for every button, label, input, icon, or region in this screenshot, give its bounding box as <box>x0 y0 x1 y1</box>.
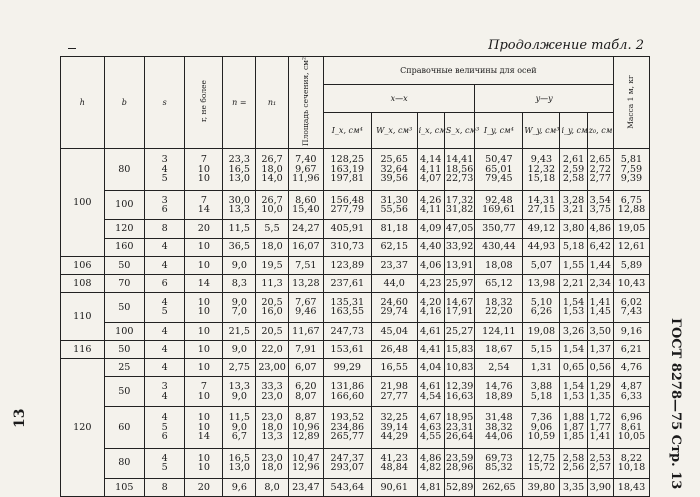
cell-value: 1,54 1,53 <box>560 377 587 407</box>
table-row <box>61 256 650 274</box>
cell-value: 131,86 166,60 <box>323 377 371 407</box>
table-row <box>61 478 650 496</box>
cell-value: 62,15 <box>371 238 417 256</box>
cell-value: 2,58 2,56 <box>560 448 587 478</box>
cell-value: 5,10 6,26 <box>523 293 560 323</box>
cell-value: 32,25 39,14 44,29 <box>371 407 417 449</box>
cell-value: 4,40 <box>417 238 444 256</box>
cell-value: 19,5 <box>256 256 289 274</box>
cell-value: 543,64 <box>323 478 371 496</box>
cell-value: 24,27 <box>288 220 323 238</box>
cell-value: 20,5 16,0 <box>256 293 289 323</box>
cell-value: 4,81 <box>417 478 444 496</box>
cell-value: 25,27 <box>444 322 475 340</box>
header-ix-radius: i_x, см <box>417 112 444 148</box>
cell-h: 120 <box>61 359 105 497</box>
cell-value: 23,47 <box>288 478 323 496</box>
cell-value: 9,6 <box>223 478 256 496</box>
cell-value: 5,89 <box>613 256 649 274</box>
cell-value: 25,97 <box>444 274 475 292</box>
cell-value: 5,15 <box>523 341 560 359</box>
cell-value: 237,61 <box>323 274 371 292</box>
cell-value: 193,52 234,86 265,77 <box>323 407 371 449</box>
cell-value: 11,67 <box>288 322 323 340</box>
cell-value: 156,48 277,79 <box>323 190 371 220</box>
cell-value: 26,7 10,0 <box>256 190 289 220</box>
cell-value: 12,75 15,72 <box>523 448 560 478</box>
cell-h: 110 <box>61 293 105 341</box>
cell-value: 9,0 <box>223 341 256 359</box>
cell-value: 4,20 4,16 <box>417 293 444 323</box>
cell-value: 2,54 <box>475 359 523 377</box>
cell-value: 11,3 <box>256 274 289 292</box>
cell-value: 4 <box>144 359 184 377</box>
cell-value: 4 5 <box>144 448 184 478</box>
cell-value: 4 <box>144 238 184 256</box>
cell-value: 20,5 <box>256 322 289 340</box>
header-reference-values: Справочные величины для осей <box>323 57 613 85</box>
header-s: s <box>144 57 184 149</box>
cell-value: 13,3 9,0 <box>223 377 256 407</box>
cell-value: 20 <box>185 220 223 238</box>
cell-value: 16,5 13,0 <box>223 448 256 478</box>
table-row <box>61 359 650 377</box>
cell-value: 7,40 9,67 11,96 <box>288 148 323 190</box>
header-z0: z₀, см <box>587 112 613 148</box>
cell-value: 3,26 <box>560 322 587 340</box>
cell-value: 17,32 31,82 <box>444 190 475 220</box>
cell-value: 41,23 48,84 <box>371 448 417 478</box>
cell-value: 153,61 <box>323 341 371 359</box>
cell-value: 8,60 15,40 <box>288 190 323 220</box>
cell-value: 4,86 <box>587 220 613 238</box>
cell-value: 1,54 <box>560 341 587 359</box>
cell-value: 16,55 <box>371 359 417 377</box>
cell-value: 3,35 <box>560 478 587 496</box>
cell-value: 3 4 <box>144 377 184 407</box>
cell-value: 4,87 6,33 <box>613 377 649 407</box>
cell-value: 2,75 <box>223 359 256 377</box>
cell-value: 3,54 3,75 <box>587 190 613 220</box>
cell-value: 3 4 5 <box>144 148 184 190</box>
cell-value: 8,22 10,18 <box>613 448 649 478</box>
cell-value: 9,16 <box>613 322 649 340</box>
cell-value: 4,09 <box>417 220 444 238</box>
cell-b: 50 <box>104 293 144 323</box>
cell-value: 2,53 2,57 <box>587 448 613 478</box>
cell-value: 7 14 <box>185 190 223 220</box>
cell-h: 108 <box>61 274 105 292</box>
cell-value: 10,47 12,96 <box>288 448 323 478</box>
cell-value: 2,65 2,72 2,77 <box>587 148 613 190</box>
cell-value: 1,54 1,53 <box>560 293 587 323</box>
cell-value: 1,44 <box>587 256 613 274</box>
cell-value: 81,18 <box>371 220 417 238</box>
cell-b: 160 <box>104 238 144 256</box>
cell-value: 7 10 <box>185 377 223 407</box>
cell-value: 4 5 6 <box>144 407 184 449</box>
cell-value: 15,83 <box>444 341 475 359</box>
cell-value: 2,61 2,59 2,58 <box>560 148 587 190</box>
cell-value: 4,23 <box>417 274 444 292</box>
header-wy: W_y, см³ <box>523 112 560 148</box>
header-mass: Масса 1 м, кг <box>613 57 649 149</box>
cell-value: 9,0 <box>223 256 256 274</box>
cell-value: 128,25 163,19 197,81 <box>323 148 371 190</box>
cell-value: 33,92 <box>444 238 475 256</box>
cell-value: 5,5 <box>256 220 289 238</box>
table-row <box>61 322 650 340</box>
cell-value: 3 6 <box>144 190 184 220</box>
cell-value: 1,31 <box>523 359 560 377</box>
cell-value: 11,5 <box>223 220 256 238</box>
cell-b: 50 <box>104 377 144 407</box>
table-row <box>61 377 650 407</box>
cell-value: 6,96 8,61 10,05 <box>613 407 649 449</box>
cell-value: 6,75 12,88 <box>613 190 649 220</box>
header-r: r, не более <box>185 57 223 149</box>
cell-value: 49,12 <box>523 220 560 238</box>
header-n1: n₁ <box>256 57 289 149</box>
cell-value: 7 10 10 <box>185 148 223 190</box>
cell-value: 12,39 16,63 <box>444 377 475 407</box>
cell-value: 350,77 <box>475 220 523 238</box>
cell-value: 65,12 <box>475 274 523 292</box>
header-axis-yy: y—y <box>475 84 614 112</box>
cell-value: 247,37 293,07 <box>323 448 371 478</box>
table-row <box>61 220 650 238</box>
cell-value: 4 <box>144 322 184 340</box>
cell-value: 135,31 163,55 <box>323 293 371 323</box>
cell-value: 33,3 23,0 <box>256 377 289 407</box>
cell-value: 310,73 <box>323 238 371 256</box>
cell-value: 4,76 <box>613 359 649 377</box>
cell-value: 23,37 <box>371 256 417 274</box>
cell-value: 4 5 <box>144 293 184 323</box>
cell-b: 105 <box>104 478 144 496</box>
cell-value: 39,80 <box>523 478 560 496</box>
cell-value: 69,73 85,32 <box>475 448 523 478</box>
cell-value: 0,56 <box>587 359 613 377</box>
cell-value: 4,14 4,11 4,07 <box>417 148 444 190</box>
cell-value: 18,67 <box>475 341 523 359</box>
cell-value: 4,04 <box>417 359 444 377</box>
cell-value: 0,65 <box>560 359 587 377</box>
cell-value: 6,20 8,07 <box>288 377 323 407</box>
table-row <box>61 274 650 292</box>
cell-value: 44,93 <box>523 238 560 256</box>
cell-value: 430,44 <box>475 238 523 256</box>
table-row <box>61 293 650 323</box>
cell-value: 4,61 <box>417 322 444 340</box>
cell-value: 10 <box>185 322 223 340</box>
cell-value: 19,08 <box>523 322 560 340</box>
cell-value: 18,08 <box>475 256 523 274</box>
cell-value: 6,02 7,43 <box>613 293 649 323</box>
header-iy-moment: I_y, см⁴ <box>475 112 523 148</box>
side-standard-label: ГОСТ 8278—75 Стр. 13 <box>668 318 683 490</box>
cell-value: 6,07 <box>288 359 323 377</box>
header-h: h <box>61 57 105 149</box>
table-row <box>61 448 650 478</box>
cell-value: 6,21 <box>613 341 649 359</box>
header-axis-xx: x—x <box>323 84 475 112</box>
cell-value: 5,81 7,59 9,39 <box>613 148 649 190</box>
cell-value: 123,89 <box>323 256 371 274</box>
cell-value: 3,88 5,18 <box>523 377 560 407</box>
cell-value: 14,67 17,91 <box>444 293 475 323</box>
cell-b: 50 <box>104 341 144 359</box>
cell-value: 10 10 <box>185 293 223 323</box>
cell-value: 4,06 <box>417 256 444 274</box>
cell-h: 116 <box>61 341 105 359</box>
cell-value: 4,86 4,82 <box>417 448 444 478</box>
cell-value: 5,18 <box>560 238 587 256</box>
cell-value: 10,83 <box>444 359 475 377</box>
cell-value: 1,72 1,77 1,41 <box>587 407 613 449</box>
cell-value: 2,21 <box>560 274 587 292</box>
cell-value: 21,98 27,77 <box>371 377 417 407</box>
cell-value: 3,50 <box>587 322 613 340</box>
cell-value: 16,07 <box>288 238 323 256</box>
cell-value: 45,04 <box>371 322 417 340</box>
cell-value: 4,61 4,54 <box>417 377 444 407</box>
cell-value: 11,5 9,0 6,7 <box>223 407 256 449</box>
cell-value: 99,29 <box>323 359 371 377</box>
cell-h: 106 <box>61 256 105 274</box>
cell-value: 7,67 9,46 <box>288 293 323 323</box>
cell-b: 60 <box>104 407 144 449</box>
cell-value: 3,90 <box>587 478 613 496</box>
cell-value: 5,07 <box>523 256 560 274</box>
cell-value: 44,0 <box>371 274 417 292</box>
cell-value: 9,0 7,0 <box>223 293 256 323</box>
profile-table <box>60 56 650 497</box>
cell-value: 30,0 13,3 <box>223 190 256 220</box>
cell-b: 25 <box>104 359 144 377</box>
cell-value: 1,88 1,87 1,85 <box>560 407 587 449</box>
cell-value: 18,95 23,31 26,64 <box>444 407 475 449</box>
cell-value: 1,55 <box>560 256 587 274</box>
header-b: b <box>104 57 144 149</box>
header-sx: S_x, см³ <box>444 112 475 148</box>
cell-value: 25,65 32,64 39,56 <box>371 148 417 190</box>
cell-value: 14,31 27,15 <box>523 190 560 220</box>
cell-value: 1,29 1,35 <box>587 377 613 407</box>
cell-value: 8,87 10,96 12,89 <box>288 407 323 449</box>
table-row <box>61 341 650 359</box>
cell-value: 9,43 12,32 15,18 <box>523 148 560 190</box>
cell-value: 24,60 29,74 <box>371 293 417 323</box>
cell-value: 8,0 <box>256 478 289 496</box>
cell-value: 26,7 18,0 14,0 <box>256 148 289 190</box>
cell-value: 8 <box>144 220 184 238</box>
cell-value: 36,5 <box>223 238 256 256</box>
table-row <box>61 190 650 220</box>
table-row <box>61 238 650 256</box>
cell-value: 124,11 <box>475 322 523 340</box>
cell-value: 23,00 <box>256 359 289 377</box>
table-row <box>61 148 650 190</box>
cell-value: 4 <box>144 256 184 274</box>
cell-value: 10,43 <box>613 274 649 292</box>
cell-h: 100 <box>61 148 105 256</box>
cell-b: 80 <box>104 148 144 190</box>
cell-value: 10 10 14 <box>185 407 223 449</box>
cell-value: 4 <box>144 341 184 359</box>
cell-value: 6 <box>144 274 184 292</box>
cell-value: 1,37 <box>587 341 613 359</box>
header-wx: W_x, см³ <box>371 112 417 148</box>
cell-value: 31,48 38,32 44,06 <box>475 407 523 449</box>
cell-value: 50,47 65,01 79,45 <box>475 148 523 190</box>
cell-value: 23,0 18,0 13,3 <box>256 407 289 449</box>
cell-value: 12,61 <box>613 238 649 256</box>
cell-value: 10 <box>185 341 223 359</box>
cell-value: 90,61 <box>371 478 417 496</box>
cell-value: 19,05 <box>613 220 649 238</box>
table-body <box>61 148 650 496</box>
cell-value: 20 <box>185 478 223 496</box>
cell-value: 22,0 <box>256 341 289 359</box>
cell-value: 18,32 22,20 <box>475 293 523 323</box>
cell-value: 405,91 <box>323 220 371 238</box>
header-area: Площадь сечения, см² <box>288 57 323 149</box>
cell-value: 14,41 18,56 22,73 <box>444 148 475 190</box>
cell-value: 1,41 1,45 <box>587 293 613 323</box>
cell-value: 2,34 <box>587 274 613 292</box>
cell-value: 13,91 <box>444 256 475 274</box>
cell-value: 6,42 <box>587 238 613 256</box>
cell-value: 92,48 169,61 <box>475 190 523 220</box>
table-caption: Продолжение табл. 2 <box>488 38 644 53</box>
cell-value: 10 10 <box>185 448 223 478</box>
cell-b: 100 <box>104 322 144 340</box>
cell-value: 18,0 <box>256 238 289 256</box>
cell-value: 10 <box>185 359 223 377</box>
cell-value: 52,89 <box>444 478 475 496</box>
cell-value: 8,3 <box>223 274 256 292</box>
header-ix-moment: I_x, см⁴ <box>323 112 371 148</box>
cell-value: 10 <box>185 238 223 256</box>
cell-value: 7,51 <box>288 256 323 274</box>
cell-value: 7,91 <box>288 341 323 359</box>
cell-value: 31,30 55,56 <box>371 190 417 220</box>
cell-value: 14 <box>185 274 223 292</box>
table-header <box>61 57 650 149</box>
cell-value: 3,28 3,21 <box>560 190 587 220</box>
cell-value: 4,26 4,11 <box>417 190 444 220</box>
cell-value: 13,28 <box>288 274 323 292</box>
page-number: 13 <box>12 408 28 428</box>
cell-value: 23,3 16,5 13,0 <box>223 148 256 190</box>
cell-value: 262,65 <box>475 478 523 496</box>
cell-value: 4,67 4,63 4,55 <box>417 407 444 449</box>
header-rule-mark <box>68 48 76 49</box>
cell-value: 7,36 9,06 10,59 <box>523 407 560 449</box>
cell-value: 13,98 <box>523 274 560 292</box>
cell-value: 21,5 <box>223 322 256 340</box>
cell-value: 23,59 28,96 <box>444 448 475 478</box>
cell-value: 3,80 <box>560 220 587 238</box>
cell-value: 26,48 <box>371 341 417 359</box>
cell-b: 100 <box>104 190 144 220</box>
cell-value: 10 <box>185 256 223 274</box>
cell-value: 18,43 <box>613 478 649 496</box>
cell-b: 80 <box>104 448 144 478</box>
cell-b: 120 <box>104 220 144 238</box>
cell-value: 23,0 18,0 <box>256 448 289 478</box>
cell-value: 8 <box>144 478 184 496</box>
cell-b: 70 <box>104 274 144 292</box>
cell-value: 247,73 <box>323 322 371 340</box>
cell-value: 4,41 <box>417 341 444 359</box>
table-row <box>61 407 650 449</box>
cell-value: 14,76 18,89 <box>475 377 523 407</box>
header-n: n = <box>223 57 256 149</box>
cell-b: 50 <box>104 256 144 274</box>
header-iy-radius: i_y, см <box>560 112 587 148</box>
cell-value: 47,05 <box>444 220 475 238</box>
